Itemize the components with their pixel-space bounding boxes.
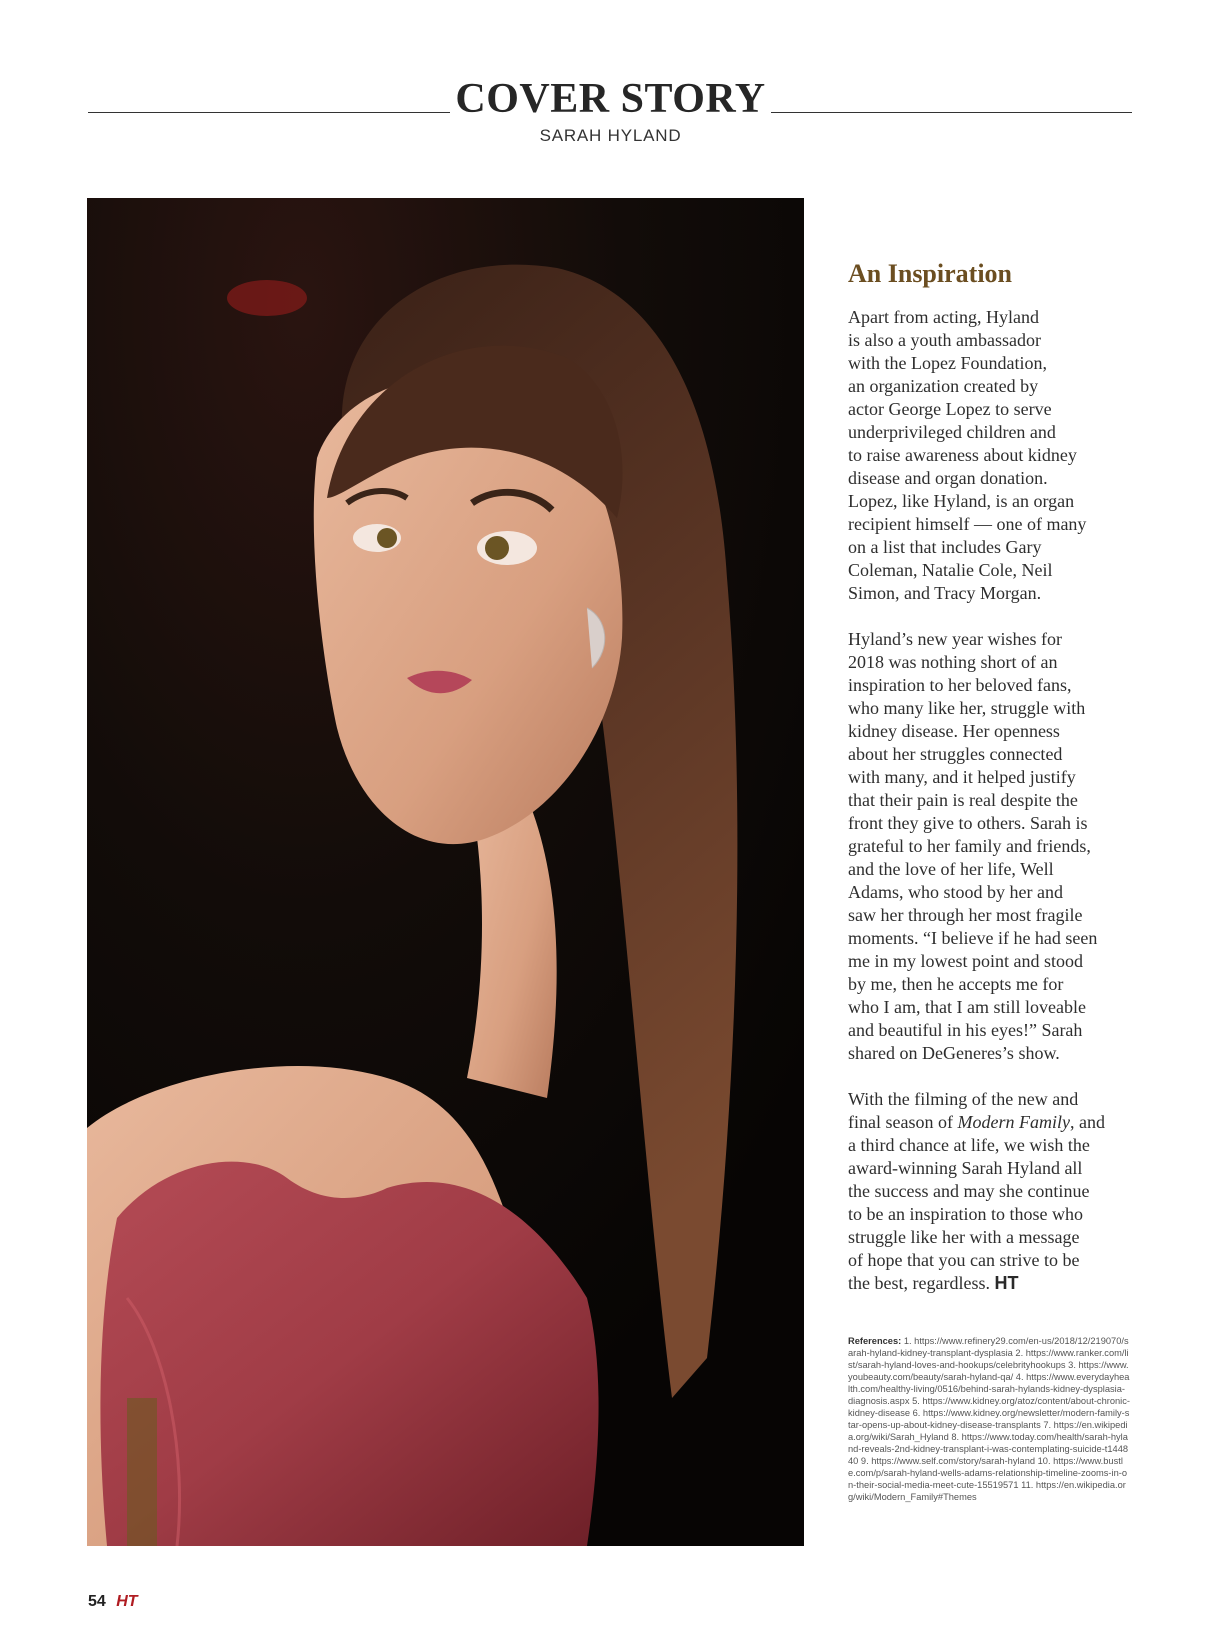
magazine-logo: HT [116,1593,138,1610]
page-footer [88,1593,138,1611]
show-title: Modern Family [957,1112,1070,1132]
article-paragraph: Apart from acting, Hyland is also a youth ambassador with the Lopez Foundation, an organization created by actor George Lopez to serve underprivileged children and to raise awareness about kidney disease and organ donation. Lopez, like Hyland, is an organ recipient himself — one of many on a list that includes Gary Coleman, Natalie Cole, Neil Simon, and Tracy Morgan. [848,307,1087,603]
portrait-illustration [87,198,804,1546]
article-heading: An Inspiration [848,259,1012,288]
paragraph-text: , and a third chance at life, we wish the award-winning Sarah Hyland all the success and may she continue to be an inspiration to those who struggle like her with a message of hope that you can strive to be the best, regardless. [848,1112,1105,1293]
article-paragraph: Hyland’s new year wishes for 2018 was nothing short of an inspiration to her beloved fans, who many like her, struggle with kidney disease. Her openness about her struggles connected with many, and it helped justify that their pain is real despite the front they give to others. Sarah is grateful to her family and friends, and the love of her life, Well Adams, who stood by her and saw her through her most fragile moments. “I believe if he had seen me in my lowest point and stood by me, then he accepts me for who I am, that I am still loveable and beautiful in his eyes!” Sarah shared on DeGeneres’s show. [848,629,1098,1063]
section-subtitle: SARAH HYLAND [539,126,682,145]
paragraph-text: With the filming of the new and final season of [848,1089,1079,1132]
references-label: References: [848,1336,902,1346]
article-column [848,258,1138,1318]
header-rule-left [88,112,450,113]
page-header [88,74,1132,164]
article-paragraph [848,1088,1138,1295]
references-text: 1. https://www.refinery29.com/en-us/2018/12/219070/sarah-hyland-kidney-transplant-dysplasia 2. https://www.ranker.com/list/sarah-hyland-loves-and-hookups/celebrityhookups 3. https://www.youbeauty.com/beauty/sarah-hyland-qa/ 4. https://www.everydayhealth.com/healthy-living/0516/behind-sarah-hylands-kidney-dysplasia-diagnosis.aspx 5. https://www.kidney.org/atoz/content/about-chronic-kidney-disease 6. https://www.kidney.org/newsletter/modern-family-star-opens-up-about-kidney-disease-transplants 7. https://en.wikipedia.org/wiki/Sarah_Hyland 8. https://www.today.com/health/sarah-hyland-reveals-2nd-kidney-transplant-i-was-contemplating-suicide-t144840 9. https://www.self.com/story/sarah-hyland 10. https://www.bustle.com/p/sarah-hyland-wells-adams-relationship-timeline-zooms-in-on-their-social-media-meet-cute-15519571 11. https://en.wikipedia.org/wiki/Modern_Family#Themes [848,1336,1130,1502]
page-number: 54 [88,1593,106,1610]
end-mark: HT [994,1273,1019,1293]
references [848,1335,1130,1503]
header-rule-right [771,112,1132,113]
cover-photo [87,198,804,1546]
section-title: COVER STORY [455,76,766,122]
